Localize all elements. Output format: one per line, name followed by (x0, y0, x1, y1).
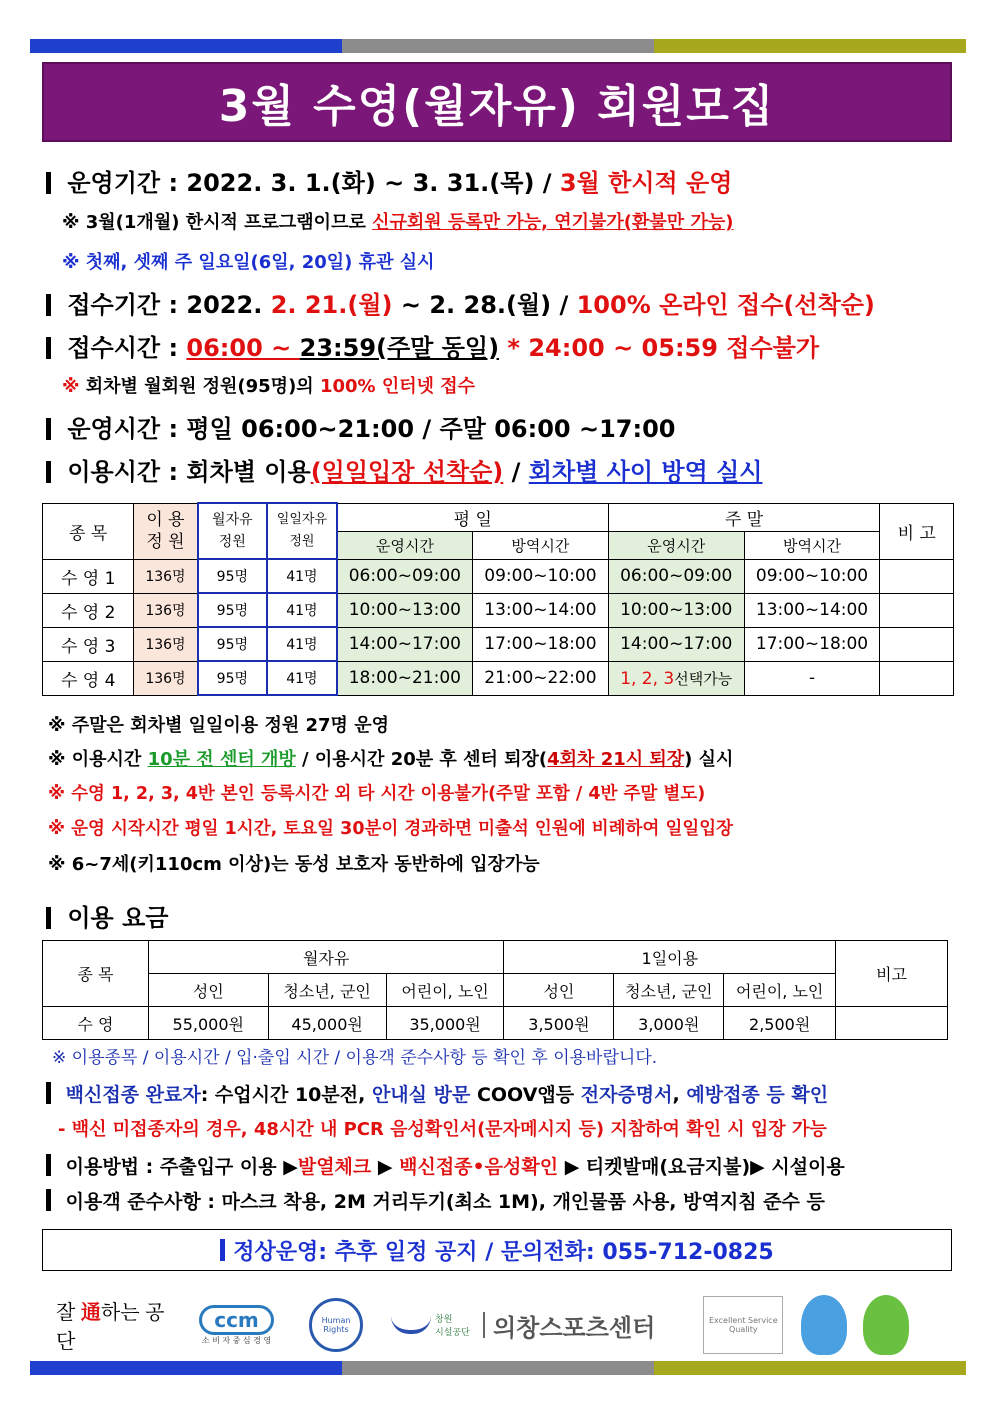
slogan-a: 잘 (56, 1302, 81, 1324)
row-wd-dis: 21:00~22:00 (473, 661, 609, 695)
row-note (880, 627, 954, 661)
row-capacity: 136명 (134, 559, 198, 593)
note3-mark: ※ (62, 376, 80, 397)
table-row (43, 559, 954, 593)
note3-red: 100% 인터넷 접수 (319, 376, 476, 397)
row-we-dis: 17:00~18:00 (744, 627, 880, 661)
fee-value: 3,500원 (504, 1007, 614, 1040)
row-daily: 41명 (267, 661, 337, 695)
ccm-sub: 소 비 자 중 심 경 영 (201, 1335, 272, 1345)
vaccine-b: 안내실 방문 (371, 1084, 471, 1106)
row-we-dis: 13:00~14:00 (744, 593, 880, 627)
cert-text: Excellent Service Quality (708, 1316, 778, 1334)
vaccine-f: 예방접종 등 확인 (686, 1084, 829, 1106)
row-wd-op: 14:00~17:00 (337, 627, 473, 661)
n2-c: ) 실시 (684, 749, 734, 770)
center-divider (483, 1312, 485, 1338)
reception-label: 접수기간 : 2022. (67, 291, 271, 319)
vaccine-d: 전자증명서 (580, 1084, 673, 1106)
bottom-color-stripe (30, 1361, 966, 1375)
col-note: 비 고 (880, 503, 954, 559)
method-c: ▶ 티켓발매(요금지불)▶ 시설이용 (558, 1156, 845, 1178)
row-we-op: 14:00~17:00 (608, 627, 744, 661)
row-monthly: 95명 (198, 661, 268, 695)
table-row (43, 627, 954, 661)
pcr-line: - 백신 미접종자의 경우, 48시간 내 PCR 음성확인서(문자메시지 등) 지참하여 확인 시 입장 가능 (58, 1119, 827, 1140)
row-daily: 41명 (267, 593, 337, 627)
row-monthly: 95명 (198, 627, 268, 661)
center-logo (391, 1308, 655, 1343)
fee-value: 35,000원 (386, 1007, 504, 1040)
reception-end: ~ 2. 28.(월) / (392, 291, 577, 319)
row-we-dis: - (744, 661, 880, 695)
center-small: 창원 시설공단 (435, 1315, 470, 1338)
human-text: Human Rights (321, 1316, 351, 1334)
row-monthly: 95명 (198, 593, 268, 627)
row-note (880, 661, 954, 695)
row-wd-op: 10:00~13:00 (337, 593, 473, 627)
row-we-op: 10:00~13:00 (608, 593, 744, 627)
usage-sep: / (503, 458, 529, 486)
note1-line (62, 208, 733, 234)
center-swoosh-icon (391, 1316, 431, 1334)
row-capacity: 136명 (134, 661, 198, 695)
table-row (43, 593, 954, 627)
n2-a: ※ 이용시간 (48, 749, 148, 770)
notes-n1: ※ 주말은 회차별 일일이용 정원 27명 운영 (48, 715, 389, 736)
period-note: 3월 한시적 운영 (559, 169, 733, 197)
row-wd-dis: 13:00~14:00 (473, 593, 609, 627)
fee-value: 2,500원 (724, 1007, 836, 1040)
fees-youth: 청소년, 군인 (614, 974, 724, 1007)
note1-prefix: ※ 3월(1개월) 한시적 프로그램이므로 (62, 212, 373, 233)
note2-line: ※ 첫째, 셋째 주 일요일(6일, 20일) 휴관 실시 (62, 252, 435, 273)
row-name: 수 영 2 (43, 593, 134, 627)
row-daily: 41명 (267, 627, 337, 661)
method-vaccine: 백신접종•음성확인 (399, 1156, 559, 1178)
notes-n2 (48, 745, 733, 771)
row-we-op (608, 661, 744, 695)
col-capacity: 이 용 정 원 (134, 503, 198, 559)
cert-logo (703, 1296, 783, 1354)
vaccine-label: 백신접종 완료자 (65, 1084, 201, 1106)
col-weekday-op: 운영시간 (337, 531, 473, 559)
fees-youth: 청소년, 군인 (268, 974, 386, 1007)
fees-col-monthly: 월자유 (148, 941, 504, 974)
fees-col-daily: 1일이용 (504, 941, 836, 974)
fees-row-name: 수 영 (43, 1007, 149, 1040)
mascot-blue-icon (801, 1295, 847, 1355)
rules-text: 이용객 준수사항 : 마스크 착용, 2M 거리두기(최소 1M), 개인물품 사용, 방역지침 준수 등 (65, 1191, 825, 1213)
row-daily: 41명 (267, 559, 337, 593)
row-wd-op: 18:00~21:00 (337, 661, 473, 695)
slogan-c: 하는 공단 (56, 1302, 165, 1353)
footer-contact (42, 1229, 952, 1271)
n2-green: 10분 전 센터 개방 (147, 749, 296, 770)
slogan-b: 通 (80, 1302, 101, 1324)
method-line (46, 1152, 845, 1179)
operating-hours-line (46, 409, 675, 444)
fees-col-item: 종 목 (43, 941, 149, 1007)
fees-child: 어린이, 노인 (386, 974, 504, 1007)
period-line (46, 163, 732, 198)
fees-subheader-row (43, 974, 948, 1007)
period-dates: 2022. 3. 1.(화) ~ 3. 31.(목) / (186, 169, 560, 197)
fees-row-note (836, 1007, 948, 1040)
row-wd-dis: 17:00~18:00 (473, 627, 609, 661)
note3-line (62, 372, 475, 398)
note3-text: 회차별 월회원 정원(95명)의 (79, 376, 320, 397)
vaccine-e: , (672, 1084, 687, 1106)
reception-time-closed: * 24:00 ~ 05:59 접수불가 (499, 334, 820, 362)
row-we-op: 06:00~09:00 (608, 559, 744, 593)
col-item: 종 목 (43, 503, 134, 559)
fees-note: ※ 이용종목 / 이용시간 / 입·출입 시간 / 이용객 준수사항 등 확인 후 이용바랍니다. (52, 1048, 658, 1068)
schedule-header-row (43, 503, 954, 531)
fees-adult: 성인 (148, 974, 268, 1007)
row-wd-op: 06:00~09:00 (337, 559, 473, 593)
col-weekday-dis: 방역시간 (473, 531, 609, 559)
usage-blue: 회차별 사이 방역 실시 (528, 458, 763, 486)
fees-col-note: 비고 (836, 941, 948, 1007)
human-rights-logo (309, 1298, 363, 1352)
ccm-mark: ccm (199, 1305, 274, 1335)
reception-time-label: 접수시간 : (67, 334, 187, 362)
row-we-op-rest: 선택가능 (674, 669, 733, 688)
method-fever: 발열체크 (297, 1156, 372, 1178)
usage-time-line (46, 452, 763, 487)
row-name: 수 영 3 (43, 627, 134, 661)
row-wd-dis: 09:00~10:00 (473, 559, 609, 593)
row-note (880, 593, 954, 627)
mascot-green-icon (863, 1295, 909, 1355)
vaccine-a: : 수업시간 10분전, (200, 1084, 372, 1106)
reception-time-end: 23:59(주말 동일) (299, 334, 500, 362)
fee-value: 3,000원 (614, 1007, 724, 1040)
row-name: 수 영 1 (43, 559, 134, 593)
col-weekend: 주 말 (608, 503, 880, 531)
col-daily: 일일자유 정원 (267, 503, 337, 559)
row-we-op-red: 1, 2, 3 (620, 668, 675, 689)
fees-header-row (43, 941, 948, 974)
vaccine-line (46, 1080, 828, 1107)
fees-table (42, 940, 948, 1040)
slogan (56, 1296, 176, 1354)
fees-heading (46, 898, 168, 933)
method-b: ▶ (371, 1156, 400, 1178)
fees-child: 어린이, 노인 (724, 974, 836, 1007)
col-weekday: 평 일 (337, 503, 609, 531)
row-capacity: 136명 (134, 593, 198, 627)
row-note (880, 559, 954, 593)
ccm-logo (184, 1305, 289, 1346)
usage-label: 이용시간 : 회차별 이용 (67, 458, 311, 486)
table-row (43, 1007, 948, 1040)
note1-red: 신규회원 등록만 가능, 연기불가(환불만 가능) (372, 212, 734, 233)
row-capacity: 136명 (134, 627, 198, 661)
fees-adult: 성인 (504, 974, 614, 1007)
notes-n5: ※ 6~7세(키110cm 이상)는 동성 보호자 동반하에 입장가능 (48, 854, 540, 875)
notes-n4: ※ 운영 시작시간 평일 1시간, 토요일 30분이 경과하면 미출석 인원에 비례하여 일일입장 (48, 819, 734, 839)
page-title: 3월 수영(월자유) 회원모집 (218, 81, 776, 132)
n2-red: 4회차 21시 퇴장 (547, 749, 685, 770)
row-name: 수 영 4 (43, 661, 134, 695)
reception-time-start: 06:00 ~ (186, 334, 300, 362)
row-we-dis: 09:00~10:00 (744, 559, 880, 593)
fee-value: 55,000원 (148, 1007, 268, 1040)
col-weekend-op: 운영시간 (608, 531, 744, 559)
reception-start: 2. 21.(월) (270, 291, 393, 319)
rules-line (46, 1187, 825, 1214)
method-a: 이용방법 : 주출입구 이용 ▶ (65, 1156, 298, 1178)
reception-time-line (46, 328, 819, 363)
logo-row (56, 1290, 956, 1360)
n2-b: / 이용시간 20분 후 센터 퇴장( (295, 749, 548, 770)
row-monthly: 95명 (198, 559, 268, 593)
reception-method: 100% 온라인 접수(선착순) (576, 291, 875, 319)
operating-hours: 운영시간 : 평일 06:00~21:00 / 주말 06:00 ~17:00 (67, 415, 676, 443)
schedule-table (42, 502, 954, 696)
col-monthly: 월자유 정원 (198, 503, 268, 559)
footer-text: 정상운영: 추후 일정 공지 / 문의전화: 055-712-0825 (233, 1239, 774, 1265)
center-name: 의창스포츠센터 (493, 1313, 656, 1342)
col-weekend-dis: 방역시간 (744, 531, 880, 559)
period-label: 운영기간 : (67, 169, 187, 197)
table-row (43, 661, 954, 695)
title-banner (42, 62, 952, 142)
fees-heading-text: 이용 요금 (67, 904, 169, 932)
notes-n3: ※ 수영 1, 2, 3, 4반 본인 등록시간 외 타 시간 이용불가(주말 포함 / 4반 주말 별도) (48, 784, 706, 804)
reception-period-line (46, 285, 875, 320)
fee-value: 45,000원 (268, 1007, 386, 1040)
usage-red: (일일입장 선착순) (310, 458, 504, 486)
vaccine-c: COOV앱등 (470, 1084, 581, 1106)
top-color-stripe (30, 39, 966, 53)
